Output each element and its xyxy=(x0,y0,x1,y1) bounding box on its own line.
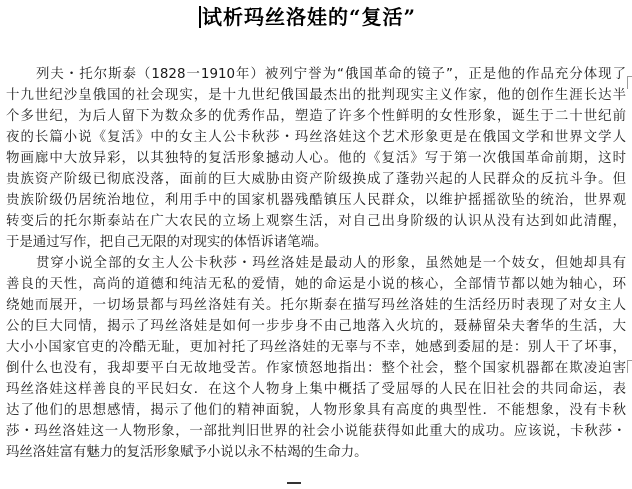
margin-marker xyxy=(627,76,632,89)
document-title: 试析玛丝洛娃的“复活” xyxy=(202,5,417,29)
text-line: 玛丝洛娃这样善良的平民妇女．在这个人物身上集中概括了受屈辱的人民在旧社会的共同命运，表 xyxy=(6,382,626,397)
text-line: 善良的天性，高尚的道德和纯洁无私的爱情，她的命运是小说的核心，全部情节都以她为轴心，环 xyxy=(6,277,626,292)
text-line: 玛丝洛娃富有魅力的复活形象赋予小说以永不枯竭的生命力。 xyxy=(6,445,368,460)
text-line: 大小小国家官吏的冷酷无耻，更加衬托了玛丝洛娃的无辜与不幸，她感到委屈的是：别人干了坏事， xyxy=(6,340,626,355)
text-line: 夜的长篇小说《复活》中的女主人公卡秋莎・玛丝洛娃这个艺术形象更是在俄国文学和世界文学人 xyxy=(6,130,626,145)
text-line: 莎・玛丝洛娃这一人物形象，一部批判旧世界的社会小说能获得如此重大的成功。应该说，卡秋莎・ xyxy=(6,424,626,439)
paragraph-1 xyxy=(6,64,626,253)
margin-marker xyxy=(627,360,632,373)
text-line: 物画廊中大放异彩，以其独特的复活形象撼动人心。他的《复活》写于第一次俄国革命前期，这时 xyxy=(6,151,626,166)
text-line: 于是通过写作，把自己无限的对现实的体悟诉诸笔端。 xyxy=(6,235,328,250)
text-line: 绕她而展开，一切场景都与玛丝洛娃有关。托尔斯泰在描写玛丝洛娃的生活经历时表现了对女主人 xyxy=(6,298,626,313)
text-line: 个多世纪，为后人留下为数众多的优秀作品，塑造了许多个性鲜明的女性形象，诞生于二十世纪前 xyxy=(6,109,626,124)
text-line: 贯穿小说全部的女主人公卡秋莎・玛丝洛娃是最动人的形象，虽然她是一个妓女，但她却具有 xyxy=(36,256,626,271)
text-line: 倒什么也没有，我却要平白无故地受苦。作家愤怒地指出：整个社会，整个国家机器都在欺凌迫害 xyxy=(6,361,626,376)
text-cursor xyxy=(199,6,201,28)
text-line: 转变后的托尔斯泰站在广大农民的立场上观察生活，对自己出身阶级的认识从没有达到如此清醒， xyxy=(6,214,626,229)
text-line: 达了他们的思想感情，揭示了他们的精神面貌，人物形象具有高度的典型性．不能想象，没有卡秋 xyxy=(6,403,626,418)
text-line: 十九世纪沙皇俄国的社会现实，是十九世纪俄国最杰出的批判现实主义作家，他的创作生涯长达半 xyxy=(6,88,626,103)
paragraph-2 xyxy=(6,253,626,463)
page-separator xyxy=(287,482,301,484)
document-body xyxy=(6,64,626,463)
text-line: 贵族资产阶级已彻底没落，面前的巨大威胁由资产阶级换成了蓬勃兴起的人民群众的反抗斗争。但 xyxy=(6,172,626,187)
text-line: 公的巨大同情，揭示了玛丝洛娃是如何一步步身不由己地落入火坑的，聂赫留朵夫奢华的生活，大 xyxy=(6,319,626,334)
text-line: 列夫・托尔斯泰（1828一1910年）被列宁誉为“俄国革命的镜子”，正是他的作品充分体现了 xyxy=(36,67,626,82)
text-line: 贵族阶级仍居统治地位，利用手中的国家机器残酷镇压人民群众，以维护摇摇欲坠的统治，世界观 xyxy=(6,193,626,208)
